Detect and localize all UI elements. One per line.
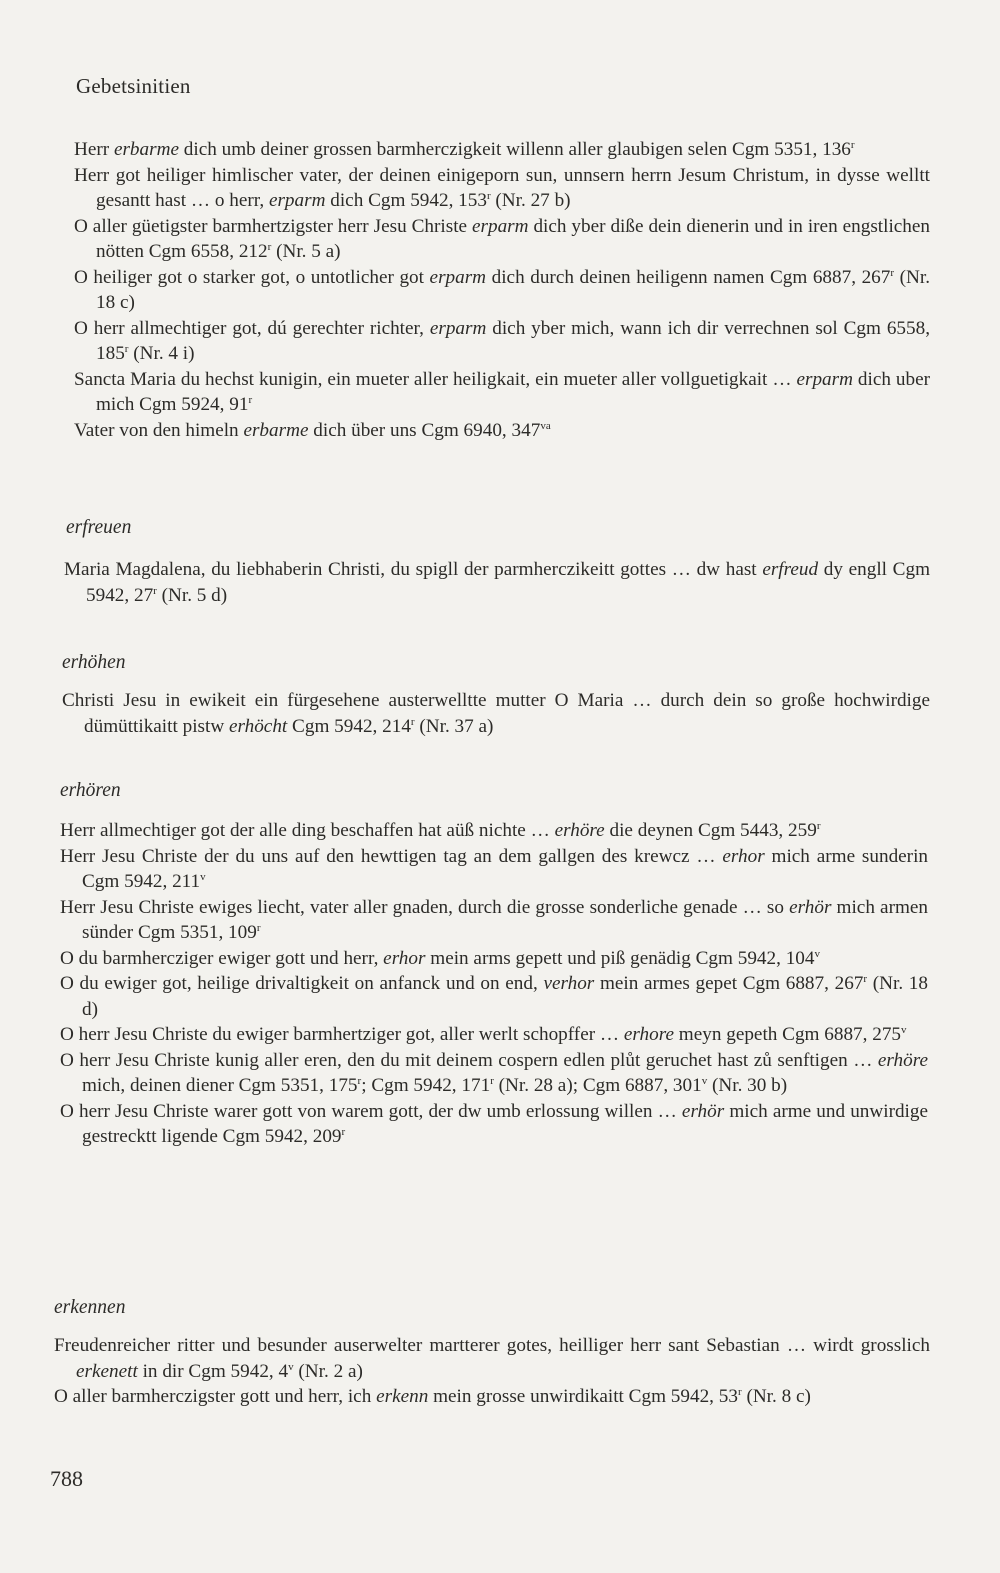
page-number: 788 [50, 1466, 83, 1491]
section-heading-erhoehen: erhöhen [62, 652, 126, 673]
entry-text: mein arms gepett und piß genädig Cgm 5942, 104 [425, 947, 815, 969]
entry-text: O herr Jesu Christe du ewiger barmhertziger got, aller werlt schopffer … [60, 1024, 624, 1045]
keyword-italic: verhor [543, 973, 595, 994]
entry-text: ; Cgm 5942, 171 [361, 1075, 491, 1096]
keyword-italic: erparm [472, 215, 529, 237]
entry-text: O herr Jesu Christe kunig aller eren, den du mit deinem cospern edlen plůt geruchet hast zů senftigen … [60, 1049, 878, 1071]
keyword-italic: erfreud [762, 559, 819, 580]
prayer-entry [60, 1099, 928, 1150]
section-erhoehen [62, 688, 930, 739]
entry-text: O aller barmherczigster gott und herr, ich [54, 1386, 377, 1407]
prayer-entry [74, 418, 930, 444]
keyword-italic: erhör [681, 1100, 725, 1122]
prayer-entry [74, 367, 930, 418]
entry-text: (Nr. 5 d) [156, 584, 228, 606]
section-erhoeren [60, 818, 928, 1150]
keyword-italic: erkenett [76, 1360, 138, 1382]
entry-text: Maria Magdalena, du liebhaberin Christi, du spigll der parmherczikeitt gottes … dw hast [64, 559, 763, 580]
folio-superscript: va [540, 419, 551, 432]
folio-superscript: r [490, 1075, 494, 1087]
entry-text: (Nr. 28 a); Cgm 6887, 301 [493, 1075, 702, 1096]
folio-superscript: r [124, 343, 129, 355]
entry-text: O heiliger got o starker got, o untotlicher got [74, 266, 430, 288]
folio-superscript: r [816, 820, 821, 832]
entry-text: Christi Jesu in ewikeit ein fürgesehene austerwelltte mutter O Maria … durch dein so große hochwirdige dümüttikaitt pistw [62, 690, 930, 737]
entry-text: dich Cgm 5942, 153 [325, 190, 487, 211]
keyword-italic: erhore [623, 1024, 674, 1045]
section-heading-erkennen: erkennen [54, 1297, 126, 1318]
entry-text: Freudenreicher ritter und besunder auserwelter martterer gotes, heilliger herr sant Sebastian … wirdt grosslich [54, 1335, 930, 1356]
entry-text: dich yber mich, wann ich dir verrechnen sol Cgm 6558, 185 [96, 317, 930, 364]
folio-superscript: r [267, 241, 272, 253]
entry-text: dy engll Cgm 5942, 27 [86, 559, 930, 606]
keyword-italic: erparm [429, 266, 487, 288]
keyword-italic: erhöre [554, 820, 605, 841]
keyword-italic: erhör [789, 896, 832, 918]
folio-superscript: r [890, 266, 895, 279]
entry-text: die deynen Cgm 5443, 259 [604, 820, 817, 841]
folio-superscript: v [200, 871, 206, 883]
entry-text: Vater von den himeln [74, 419, 244, 441]
entry-text: O du ewiger got, heilige drivaltigkeit on anfanck und on end, [60, 973, 544, 994]
prayer-entry [74, 316, 930, 367]
entry-text: O herr allmechtiger got, dú gerechter richter, [74, 317, 430, 339]
section-heading-erfreuen: erfreuen [66, 517, 132, 538]
folio-superscript: r [737, 1386, 742, 1398]
prayer-entry [54, 1333, 930, 1384]
folio-superscript: v [901, 1024, 907, 1036]
entry-text: mich armen sünder Cgm 5351, 109 [82, 896, 928, 943]
entry-text: (Nr. 27 b) [490, 190, 571, 211]
section-erkennen [54, 1333, 930, 1410]
keyword-italic: erkenn [376, 1386, 429, 1407]
folio-superscript: r [248, 394, 253, 406]
keyword-italic: erparm [268, 190, 326, 211]
entry-text: Cgm 5942, 214 [287, 715, 411, 737]
keyword-italic: erhöcht [228, 715, 288, 737]
entry-text: mich arme sunderin Cgm 5942, 211 [82, 845, 928, 892]
folio-superscript: r [357, 1075, 362, 1087]
section-heading-erhoeren: erhören [60, 780, 121, 801]
prayer-entry [60, 818, 928, 844]
folio-superscript: r [486, 190, 491, 202]
entry-text: (Nr. 2 a) [293, 1360, 363, 1382]
prayer-entry [60, 1048, 928, 1099]
folio-superscript: r [863, 973, 868, 985]
keyword-italic: erhöre [877, 1049, 928, 1071]
prayer-entry [74, 214, 930, 265]
entry-text: Sancta Maria du hechst kunigin, ein mueter aller heiligkait, ein mueter aller vollguetigkait … [74, 368, 797, 390]
entry-text: dich umb deiner grossen barmherczigkeit willenn aller glaubigen selen Cgm 5351, 136 [178, 139, 851, 160]
section-erfreuen [64, 557, 930, 608]
folio-superscript: v [288, 1360, 294, 1373]
entry-text: Herr allmechtiger got der alle ding beschaffen hat aüß nichte … [60, 820, 555, 841]
entry-text: O aller güetigster barmhertzigster herr Jesu Christe [74, 215, 472, 237]
entry-text: dich über uns Cgm 6940, 347 [308, 419, 541, 441]
folio-superscript: r [410, 715, 415, 728]
keyword-italic: erhor [383, 947, 426, 969]
section-erbarmen [74, 137, 930, 443]
folio-superscript: r [256, 922, 261, 934]
prayer-entry [60, 895, 928, 946]
entry-text: dich yber diße dein dienerin und in iren engstlichen nötten Cgm 6558, 212 [96, 215, 930, 262]
entry-text: Herr [74, 139, 114, 160]
prayer-entry [54, 1384, 930, 1410]
entry-text: mich, deinen diener Cgm 5351, 175 [82, 1075, 358, 1096]
prayer-entry [64, 557, 930, 608]
keyword-italic: erparm [796, 368, 853, 390]
prayer-entry [74, 137, 930, 163]
prayer-entry [60, 1022, 928, 1048]
entry-text: Herr Jesu Christe ewiges liecht, vater aller gnaden, durch die grosse sonderliche genade … so [60, 896, 790, 918]
prayer-entry [62, 688, 930, 739]
entry-text: dich durch deinen heiligenn namen Cgm 6887, 267 [486, 266, 891, 288]
keyword-italic: erbarme [243, 419, 309, 441]
entry-text: Herr got heiliger himlischer vater, der deinen einigeporn sun, unnsern herrn Jesum Christum, in dysse welltt gesantt hast … o herr, [74, 164, 930, 211]
entry-text: (Nr. 18 c) [96, 266, 931, 313]
entry-text: (Nr. 37 a) [414, 715, 494, 737]
folio-superscript: r [850, 139, 855, 151]
entry-text: mich arme und unwirdige gestrecktt ligende Cgm 5942, 209 [82, 1100, 928, 1147]
prayer-entry [60, 946, 928, 972]
folio-superscript: v [701, 1075, 708, 1087]
keyword-italic: erhor [722, 845, 765, 867]
entry-text: (Nr. 5 a) [271, 241, 341, 262]
keyword-italic: erparm [429, 317, 487, 339]
entry-text: in dir Cgm 5942, 4 [137, 1360, 289, 1382]
running-head: Gebetsinitien [76, 74, 191, 98]
entry-text: (Nr. 8 c) [741, 1386, 811, 1407]
entry-text: dich uber mich Cgm 5924, 91 [96, 368, 930, 415]
prayer-entry [74, 265, 930, 316]
entry-text: mein grosse unwirdikaitt Cgm 5942, 53 [428, 1386, 738, 1407]
entry-text: (Nr. 30 b) [707, 1075, 788, 1096]
entry-text: (Nr. 18 d) [82, 973, 928, 1020]
keyword-italic: erbarme [113, 139, 179, 160]
folio-superscript: r [341, 1126, 346, 1138]
entry-text: Herr Jesu Christe der du uns auf den hewttigen tag an dem gallgen des krewcz … [60, 845, 723, 867]
entry-text: mein armes gepet Cgm 6887, 267 [594, 973, 864, 994]
entry-text: O du barmhercziger ewiger gott und herr, [60, 947, 384, 969]
entry-text: (Nr. 4 i) [128, 343, 195, 364]
entry-text: O herr Jesu Christe warer gott von warem gott, der dw umb erlossung willen … [60, 1100, 682, 1122]
prayer-entry [60, 844, 928, 895]
folio-superscript: r [153, 584, 157, 597]
prayer-entry [60, 971, 928, 1022]
entry-text: meyn gepeth Cgm 6887, 275 [674, 1024, 902, 1045]
prayer-entry [74, 163, 930, 214]
folio-superscript: v [814, 947, 820, 960]
